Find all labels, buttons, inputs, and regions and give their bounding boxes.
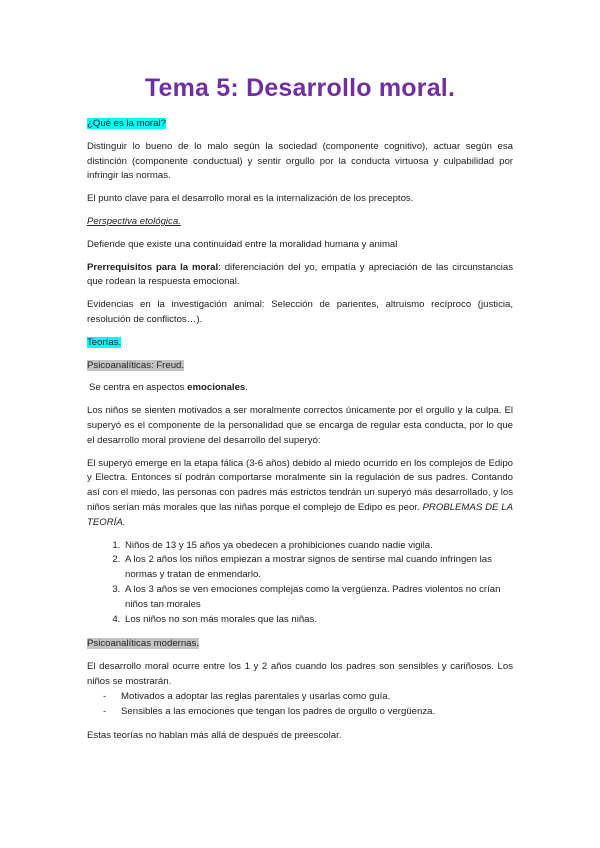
perspective-title: Perspectiva etológica. <box>87 215 181 227</box>
question-highlight: ¿Qué es la moral? <box>87 118 166 129</box>
list-item: 3. A los 3 años se ven emociones complejas como la vergüenza. Padres violentos no crían niños tan morales <box>123 583 513 613</box>
prerequisites-label: Prerrequisitos para la moral <box>87 261 219 273</box>
perspective-heading <box>87 215 513 230</box>
section-question <box>87 117 513 132</box>
dash-bullet-icon: - <box>103 690 107 702</box>
modern-paragraph: El desarrollo moral ocurre entre los 1 y 2 años cuando los padres son sensibles y cariñosos. Los niños se mostrarán. <box>87 661 513 687</box>
prerequisites-paragraph <box>87 261 513 291</box>
list-item: 2. A los 2 años los niños empiezan a mostrar signos de sentirse mal cuando infringen las normas y tratan de enmendarlo. <box>123 553 513 583</box>
page-title: Tema 5: Desarrollo moral. <box>144 74 456 102</box>
freud-heading <box>87 359 513 374</box>
freud-highlight: Psicoanalíticas: Freud. <box>87 359 185 371</box>
theories-heading <box>87 336 513 351</box>
freud-focus-post: . <box>245 382 248 394</box>
modern-heading <box>87 637 513 652</box>
perspective-paragraph: Defiende que existe una continuidad entre la moralidad humana y animal <box>87 238 398 250</box>
list-item <box>87 705 513 720</box>
freud-paragraph-1: Los niños se sienten motivados a ser moralmente correctos únicamente por el orgullo y la culpa. El superyó es el componente de la personalidad que se encarga de regular esta conducta, por lo que el desarrollo moral proviene del desarrollo del superyó: <box>87 405 513 446</box>
prerequisites-text: : diferenciación del yo, empatía y apreciación de las circunstancias que rodean la respuesta emocional. <box>87 261 514 288</box>
list-item <box>87 690 513 705</box>
problems-list <box>87 539 513 628</box>
closing-paragraph: Estas teorías no hablan más allá de después de preescolar. <box>87 730 342 742</box>
modern-highlight: Psicoanalíticas modernas. <box>87 638 199 650</box>
modern-list <box>87 690 513 720</box>
problems-heading: PROBLEMAS DE LA TEORÍA. <box>87 501 513 528</box>
freud-focus-pre: Se centra en aspectos <box>89 382 188 394</box>
key-point-paragraph: El punto clave para el desarrollo moral es la internalización de los preceptos. <box>87 193 414 205</box>
freud-paragraph-2-text: El superyó emerge en la etapa fálica (3-6 años) debido al miedo ocurrido en los complejos de Edipo y Electra. Entonces sí podrán comportarse moralmente sin la regulación de sus padres. Contando así con el miedo, las personas con padres más estrictos tendrán un superyó más desarrollado, y los niños serían más morales que las niñas porque el complejo de Edipo es peor. <box>87 457 513 513</box>
definition-paragraph: Distinguir lo bueno de lo malo según la sociedad (componente cognitivo), actuar según esa distinción (componente conductual) y sentir orgullo por la conducta virtuosa y culpabilidad por infringir las normas. <box>87 140 513 182</box>
freud-focus-bold: emocionales <box>187 382 246 394</box>
freud-paragraph-2 <box>87 457 513 531</box>
evidence-paragraph: Evidencias en la investigación animal: Selección de parientes, altruismo recíproco (justicia, resolución de conflictos…). <box>87 299 513 325</box>
list-item-text: Sensibles a las emociones que tengan los padres de orgullo o vergüenza. <box>121 705 436 717</box>
theories-highlight: Teorías. <box>87 336 122 348</box>
list-item: 4. Los niños no son más morales que las niñas. <box>123 613 513 628</box>
dash-bullet-icon: - <box>103 705 107 717</box>
list-item: 1. Niños de 13 y 15 años ya obedecen a prohibiciones cuando nadie vigila. <box>123 539 513 554</box>
freud-focus-paragraph <box>87 381 513 396</box>
list-item-text: Motivados a adoptar las reglas parentales y usarlas como guía. <box>121 690 391 702</box>
